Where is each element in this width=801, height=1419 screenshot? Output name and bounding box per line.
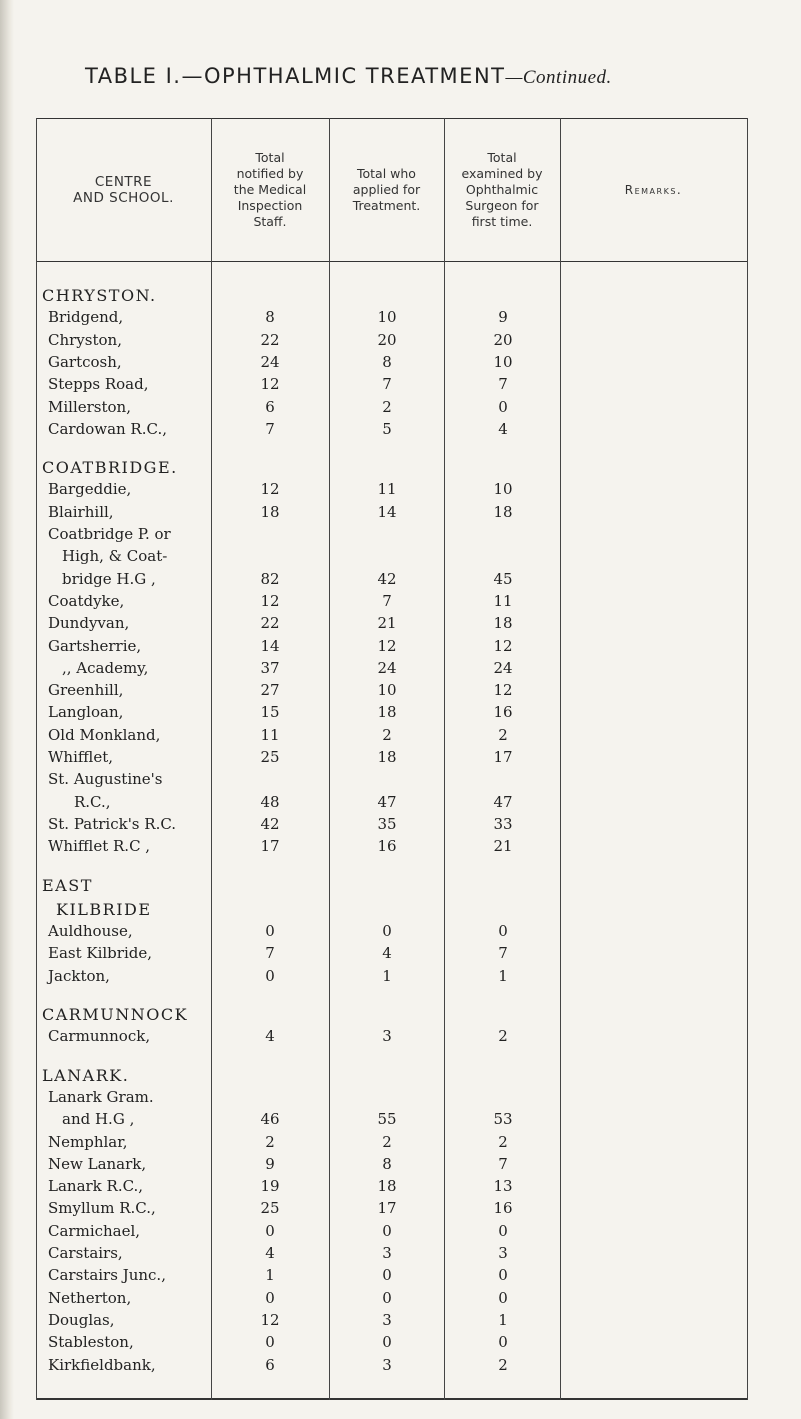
school-name: Bridgend, [48,308,124,327]
column-divider [747,118,748,1400]
value-notified: 7 [265,419,275,438]
value-examined: 9 [498,308,508,327]
value-examined: 0 [498,1288,508,1307]
page-binding-shadow [0,0,14,1419]
school-name: East Kilbride, [48,944,153,963]
header-remarks: Remarks. [624,182,683,197]
school-name: Millerston, [48,397,131,416]
value-examined: 16 [493,703,513,722]
value-applied: 18 [377,1177,397,1196]
school-name: R.C., [74,792,111,811]
value-applied: 14 [377,502,397,521]
value-examined: 12 [493,681,513,700]
school-name: Jackton, [48,966,110,985]
school-name: Cardowan R.C., [48,419,167,438]
school-name: Gartcosh, [48,352,122,371]
value-notified: 11 [260,725,280,744]
value-examined: 10 [493,352,513,371]
value-notified: 27 [260,681,280,700]
value-applied: 3 [382,1244,392,1262]
value-applied: 4 [382,944,392,963]
school-name: Netherton, [48,1288,132,1307]
value-notified: 46 [260,1110,280,1129]
value-examined: 2 [498,1027,508,1046]
value-applied: 7 [382,375,392,394]
value-applied: 8 [382,1154,392,1173]
value-notified: 82 [260,569,280,588]
school-name: Greenhill, [48,681,124,700]
column-divider [560,118,561,1400]
value-examined: 18 [493,614,513,633]
value-examined: 4 [498,419,508,438]
value-applied: 0 [382,1333,392,1352]
value-applied: 1 [382,966,392,985]
value-notified: 12 [260,1310,280,1329]
value-examined: 1 [498,966,508,985]
value-applied: 0 [382,1266,392,1285]
value-notified: 22 [260,614,280,633]
value-notified: 1 [265,1266,275,1285]
value-examined: 53 [493,1110,513,1129]
value-notified: 2 [265,1132,275,1151]
school-name: Carmichael, [48,1221,141,1240]
value-notified: 19 [260,1177,280,1196]
school-name: Carstairs, [48,1244,123,1262]
school-name: Old Monkland, [48,725,161,744]
value-applied: 0 [382,1221,392,1240]
school-name: Coatbridge P. or [48,525,171,543]
value-applied: 11 [377,480,397,499]
value-examined: 33 [493,814,513,833]
value-notified: 25 [260,748,280,766]
value-notified: 48 [260,792,280,811]
value-applied: 7 [382,591,392,610]
school-name: ,, Academy, [62,658,149,677]
value-notified: 8 [265,308,275,327]
school-name: St. Augustine's [48,770,163,789]
value-examined: 21 [493,837,513,856]
value-notified: 6 [265,397,275,416]
school-name: Dundyvan, [48,614,130,633]
value-notified: 15 [260,703,280,722]
district-name: LANARK. [42,1065,130,1085]
column-divider [211,118,212,1400]
school-name: Chryston, [48,330,122,349]
value-applied: 0 [382,922,392,941]
value-examined: 0 [498,397,508,416]
value-applied: 17 [377,1199,397,1218]
value-examined: 2 [498,1132,508,1151]
school-name: Whifflet, [48,748,114,766]
value-applied: 5 [382,419,392,438]
value-examined: 0 [498,1333,508,1352]
column-divider [329,118,330,1400]
value-examined: 2 [498,725,508,744]
header-total-examined: Total examined by Ophthalmic Surgeon for first time. [461,149,543,229]
school-name: Whifflet R.C , [48,837,151,856]
school-name: and H.G , [62,1110,135,1129]
value-examined: 18 [493,502,513,521]
value-examined: 17 [493,748,513,766]
value-applied: 21 [377,614,397,633]
school-name: Carstairs Junc., [48,1266,166,1285]
value-applied: 24 [377,658,397,677]
district-name: CHRYSTON. [42,286,157,305]
value-notified: 22 [260,330,280,349]
value-examined: 16 [493,1199,513,1218]
value-examined: 2 [498,1355,508,1374]
value-examined: 12 [493,636,513,655]
value-notified: 4 [265,1027,275,1046]
value-applied: 18 [377,748,397,766]
value-applied: 2 [382,1132,392,1151]
value-applied: 2 [382,725,392,744]
school-name: Stableston, [48,1333,134,1352]
value-notified: 9 [265,1154,275,1173]
value-notified: 18 [260,502,280,521]
value-notified: 24 [260,352,280,371]
value-applied: 12 [377,636,397,655]
value-examined: 10 [493,480,513,499]
district-name: CARMUNNOCK [42,1005,189,1024]
value-notified: 7 [265,944,275,963]
value-examined: 7 [498,375,508,394]
school-name: Douglas, [48,1310,115,1329]
ophthalmic-table [26,118,748,1400]
school-name: New Lanark, [48,1154,147,1173]
school-name: Lanark R.C., [48,1177,144,1196]
value-notified: 4 [265,1244,275,1262]
value-notified: 42 [260,814,280,833]
value-notified: 12 [260,375,280,394]
value-examined: 0 [498,922,508,941]
school-name: Blairhill, [48,502,114,521]
school-name: Stepps Road, [48,375,149,394]
value-applied: 16 [377,837,397,856]
school-name: Nemphlar, [48,1132,128,1151]
value-notified: 0 [265,1221,275,1240]
value-applied: 55 [377,1110,397,1129]
value-applied: 8 [382,352,392,371]
value-examined: 11 [493,591,513,610]
value-examined: 1 [498,1310,508,1329]
value-notified: 6 [265,1355,275,1374]
value-applied: 3 [382,1355,392,1374]
district-name: EAST [42,875,93,895]
value-applied: 35 [377,814,397,833]
school-name: Auldhouse, [48,922,133,941]
column-divider [36,118,37,1400]
school-name: Smyllum R.C., [48,1199,156,1218]
table-bottom-rule [36,1398,748,1400]
school-name: Kirkfieldbank, [48,1355,156,1374]
title-main: TABLE I.—OPHTHALMIC TREATMENT [85,64,506,88]
school-name: Bargeddie, [48,480,132,499]
value-examined: 45 [493,569,513,588]
value-examined: 3 [498,1244,508,1262]
value-applied: 2 [382,397,392,416]
value-examined: 47 [493,792,513,811]
value-applied: 10 [377,308,397,327]
value-applied: 42 [377,569,397,588]
value-examined: 13 [493,1177,513,1196]
value-applied: 0 [382,1288,392,1307]
school-name: Carmunnock, [48,1027,151,1046]
value-notified: 0 [265,922,275,941]
title-continued: —Continued. [505,67,612,88]
value-examined: 7 [498,944,508,963]
school-name: Coatdyke, [48,591,125,610]
school-name: Gartsherrie, [48,636,142,655]
value-notified: 12 [260,480,280,499]
school-name: St. Patrick's R.C. [48,814,177,833]
school-name: Lanark Gram. [48,1087,154,1106]
header-centre-school: CENTRE AND SCHOOL. [73,173,174,206]
value-applied: 3 [382,1027,392,1046]
column-divider [444,118,445,1400]
header-rule [36,261,748,262]
value-examined: 0 [498,1221,508,1240]
value-notified: 14 [260,636,280,655]
district-name: COATBRIDGE. [42,458,178,478]
value-examined: 20 [493,330,513,349]
header-total-applied: Total who applied for Treatment. [352,165,421,213]
value-examined: 0 [498,1266,508,1285]
school-name: Langloan, [48,703,124,722]
table-title [85,64,785,89]
value-examined: 24 [493,658,513,677]
value-applied: 10 [377,681,397,700]
value-applied: 18 [377,703,397,722]
value-notified: 37 [260,658,280,677]
school-name: High, & Coat- [62,547,168,566]
value-notified: 0 [265,1333,275,1352]
value-applied: 3 [382,1310,392,1329]
value-examined: 7 [498,1154,508,1173]
value-applied: 47 [377,792,397,811]
value-applied: 20 [377,330,397,349]
value-notified: 25 [260,1199,280,1218]
value-notified: 0 [265,966,275,985]
value-notified: 17 [260,837,280,856]
school-name: bridge H.G , [62,569,156,588]
district-name: KILBRIDE [56,899,152,919]
header-total-notified: Total notified by the Medical Inspection Staff. [233,149,307,229]
value-notified: 12 [260,591,280,610]
value-notified: 0 [265,1288,275,1307]
